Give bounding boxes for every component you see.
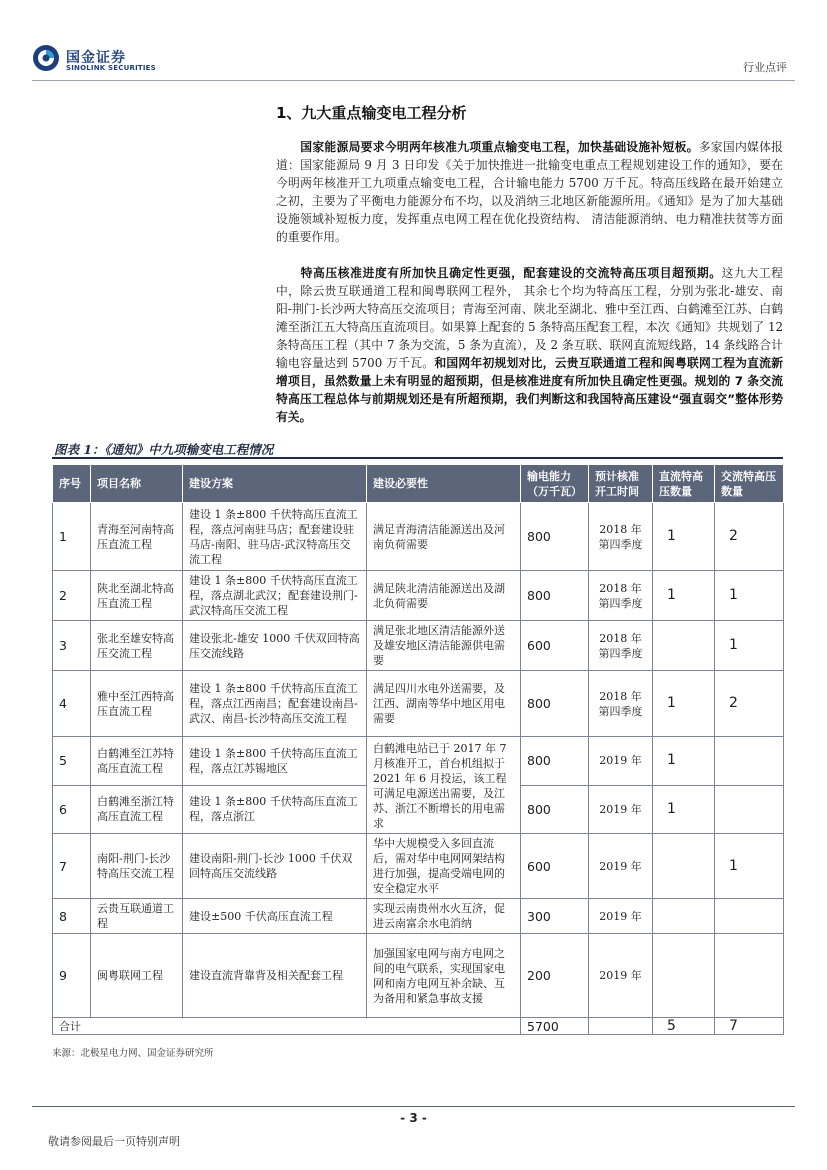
table-row xyxy=(53,737,784,786)
table-total-row xyxy=(53,1018,784,1035)
cell-dc xyxy=(653,621,715,671)
cell-time: 2018 年第四季度 xyxy=(589,503,653,571)
cell-need: 加强国家电网与南方电网之间的电气联系，实现国家电网和南方电网互补余缺、互为备用和紧急事故支援 xyxy=(367,934,521,1018)
figure-caption: 图表 1：《通知》中九项输变电工程情况 xyxy=(52,440,783,459)
cell-time: 2019 年 xyxy=(589,785,653,834)
cell-total-dc: 5 xyxy=(653,1018,715,1035)
cell-plan: 建设 1 条±800 千伏特高压直流工程，落点江西南昌；配套建设南昌-武汉、南昌-长沙特高压交流工程 xyxy=(183,671,367,737)
header-divider xyxy=(32,80,795,81)
cell-name: 雅中至江西特高压直流工程 xyxy=(91,671,183,737)
cell-plan: 建设南阳-荆门-长沙 1000 千伏双回特高压交流线路 xyxy=(183,834,367,899)
cell-no: 3 xyxy=(53,621,91,671)
paragraph-1-body: 多家国内媒体报道：国家能源局 9 月 3 日印发《关于加快推进一批输变电重点工程规划建设工作的通知》，要在今明两年核准开工九项重点输变电工程，合计输电能力 5700 万千瓦。特高压线路在最开始建立之初，主要为了平衡电力能源分布不均，以及消纳三北地区新能源所用。《通知》是为了加大基础设施领域补短板力度，发挥重点电网工程在优化投资结构、 清洁能源消纳、电力精准扶贫等方面的重要作用。 xyxy=(276,140,783,244)
cell-name: 云贵互联通道工程 xyxy=(91,899,183,934)
figure-source: 来源：北极星电力网、国金证券研究所 xyxy=(52,1048,214,1059)
cell-ac: 2 xyxy=(715,671,784,737)
cell-total-capacity: 5700 xyxy=(521,1018,589,1035)
table-row xyxy=(53,621,784,671)
cell-dc: 1 xyxy=(653,571,715,621)
cell-name: 张北至雄安特高压交流工程 xyxy=(91,621,183,671)
cell-need: 白鹤滩电站已于 2017 年 7 月核准开工，首台机组拟于 2021 年 6 月投运，该工程可满足电源送出需要，及江苏、浙江不断增长的用电需求 xyxy=(367,737,521,834)
cell-plan: 建设 1 条±800 千伏特高压直流工程，落点河南驻马店；配套建设驻马店-南阳、驻马店-武汉特高压交流工程 xyxy=(183,503,367,571)
cell-need: 满足陕北清洁能源送出及湖北负荷需要 xyxy=(367,571,521,621)
cell-ac: 2 xyxy=(715,503,784,571)
cell-capacity: 600 xyxy=(521,834,589,899)
footer-divider xyxy=(32,1106,795,1107)
col-header-ac: 交流特高压数量 xyxy=(715,465,784,503)
cell-plan: 建设 1 条±800 千伏特高压直流工程，落点浙江 xyxy=(183,785,367,834)
cell-total-time xyxy=(589,1018,653,1035)
col-header-dc: 直流特高压数量 xyxy=(653,465,715,503)
cell-plan: 建设直流背靠背及相关配套工程 xyxy=(183,934,367,1018)
company-logo xyxy=(32,44,162,80)
cell-capacity: 800 xyxy=(521,785,589,834)
cell-no: 1 xyxy=(53,503,91,571)
cell-capacity: 600 xyxy=(521,621,589,671)
cell-capacity: 800 xyxy=(521,503,589,571)
cell-no: 5 xyxy=(53,737,91,786)
disclaimer-note: 敬请参阅最后一页特别声明 xyxy=(48,1135,180,1148)
cell-need: 满足四川水电外送需要，及江西、湖南等华中地区用电需要 xyxy=(367,671,521,737)
cell-name: 白鹤滩至浙江特高压直流工程 xyxy=(91,785,183,834)
cell-need: 实现云南贵州水火互济，促进云南富余水电消纳 xyxy=(367,899,521,934)
table-row xyxy=(53,671,784,737)
col-header-name: 项目名称 xyxy=(91,465,183,503)
cell-time: 2019 年 xyxy=(589,934,653,1018)
cell-ac: 1 xyxy=(715,621,784,671)
cell-capacity: 300 xyxy=(521,899,589,934)
cell-capacity: 800 xyxy=(521,571,589,621)
cell-plan: 建设±500 千伏高压直流工程 xyxy=(183,899,367,934)
paragraph-2-lead: 特高压核准进度有所加快且确定性更强，配套建设的交流特高压项目超预期。 xyxy=(300,266,722,280)
col-header-plan: 建设方案 xyxy=(183,465,367,503)
cell-no: 4 xyxy=(53,671,91,737)
cell-dc: 1 xyxy=(653,785,715,834)
sinolink-logo-icon xyxy=(32,44,60,72)
table-row xyxy=(53,834,784,899)
paragraph-2-body: 这九大工程中，除云贵互联通道工程和闽粤联网工程外， 其余七个均为特高压工程，分别为张北-雄安、南阳-荆门-长沙两大特高压交流项目；青海至河南、陕北至湖北、雅中至江西、白鹤滩至江苏、白鹤滩至浙江五大特高压直流项目。如果算上配套的 5 条特高压配套工程，本次《通知》共规划了 12 条特高压工程（其中 7 条为交流，5 条为直流），及 2 条互联、联网直流短线路，14 条线路合计输电容量达到 5700 万千瓦。 xyxy=(276,266,783,370)
col-header-need: 建设必要性 xyxy=(367,465,521,503)
cell-ac xyxy=(715,934,784,1018)
cell-need: 满足张北地区清洁能源外送及雄安地区清洁能源供电需要 xyxy=(367,621,521,671)
cell-dc xyxy=(653,934,715,1018)
cell-no: 2 xyxy=(53,571,91,621)
cell-dc xyxy=(653,834,715,899)
cell-time: 2019 年 xyxy=(589,834,653,899)
cell-ac: 1 xyxy=(715,571,784,621)
table-header-row xyxy=(53,465,784,503)
cell-need: 华中大规模受入多回直流后，需对华中电网网架结构进行加强，提高受端电网的安全稳定水平 xyxy=(367,834,521,899)
cell-name: 南阳-荆门-长沙特高压交流工程 xyxy=(91,834,183,899)
projects-table xyxy=(52,464,784,1035)
cell-time: 2019 年 xyxy=(589,737,653,786)
paragraph-2-conclusion: 和国网年初规划对比，云贵互联通道工程和闽粤联网工程为直流新增项目，虽然数量上未有明显的超预期，但是核准进度有所加快且确定性更强。规划的 7 条交流特高压工程总体与前期规划还是有所超预期，我们判断这和我国特高压建设“强直弱交”整体形势有关。 xyxy=(276,356,783,424)
cell-ac xyxy=(715,785,784,834)
cell-no: 9 xyxy=(53,934,91,1018)
cell-dc xyxy=(653,899,715,934)
cell-ac xyxy=(715,737,784,786)
cell-capacity: 200 xyxy=(521,934,589,1018)
cell-plan: 建设 1 条±800 千伏特高压直流工程，落点湖北武汉；配套建设荆门-武汉特高压交流工程 xyxy=(183,571,367,621)
cell-time: 2019 年 xyxy=(589,899,653,934)
cell-capacity: 800 xyxy=(521,737,589,786)
paragraph-1-lead: 国家能源局要求今明两年核准九项重点输变电工程，加快基础设施补短板。 xyxy=(300,140,699,154)
col-header-capacity: 输电能力（万千瓦） xyxy=(521,465,589,503)
cell-need: 满足青海清洁能源送出及河南负荷需要 xyxy=(367,503,521,571)
cell-no: 8 xyxy=(53,899,91,934)
cell-name: 闽粤联网工程 xyxy=(91,934,183,1018)
cell-total-ac: 7 xyxy=(715,1018,784,1035)
col-header-no: 序号 xyxy=(53,465,91,503)
logo-text-en: SINOLINK SECURITIES xyxy=(66,64,156,72)
cell-ac xyxy=(715,899,784,934)
table-row xyxy=(53,899,784,934)
cell-plan: 建设 1 条±800 千伏特高压直流工程，落点江苏锡地区 xyxy=(183,737,367,786)
paragraph-1 xyxy=(276,138,783,246)
cell-name: 白鹤滩至江苏特高压直流工程 xyxy=(91,737,183,786)
section-title: 1、九大重点输变电工程分析 xyxy=(276,104,467,122)
document-type: 行业点评 xyxy=(743,61,787,74)
cell-name: 陕北至湖北特高压直流工程 xyxy=(91,571,183,621)
cell-total-label: 合计 xyxy=(53,1018,521,1035)
table-row xyxy=(53,571,784,621)
cell-time: 2018 年第四季度 xyxy=(589,671,653,737)
cell-dc: 1 xyxy=(653,503,715,571)
table-row xyxy=(53,503,784,571)
paragraph-2 xyxy=(276,264,783,426)
cell-name: 青海至河南特高压直流工程 xyxy=(91,503,183,571)
cell-no: 7 xyxy=(53,834,91,899)
cell-no: 6 xyxy=(53,785,91,834)
logo-text-cn: 国金证券 xyxy=(66,50,126,66)
cell-plan: 建设张北-雄安 1000 千伏双回特高压交流线路 xyxy=(183,621,367,671)
cell-ac: 1 xyxy=(715,834,784,899)
cell-capacity: 800 xyxy=(521,671,589,737)
cell-time: 2018 年第四季度 xyxy=(589,621,653,671)
col-header-time: 预计核准开工时间 xyxy=(589,465,653,503)
cell-time: 2018 年第四季度 xyxy=(589,571,653,621)
table-row xyxy=(53,934,784,1018)
cell-dc: 1 xyxy=(653,671,715,737)
cell-dc: 1 xyxy=(653,737,715,786)
page-number: - 3 - xyxy=(400,1111,427,1125)
